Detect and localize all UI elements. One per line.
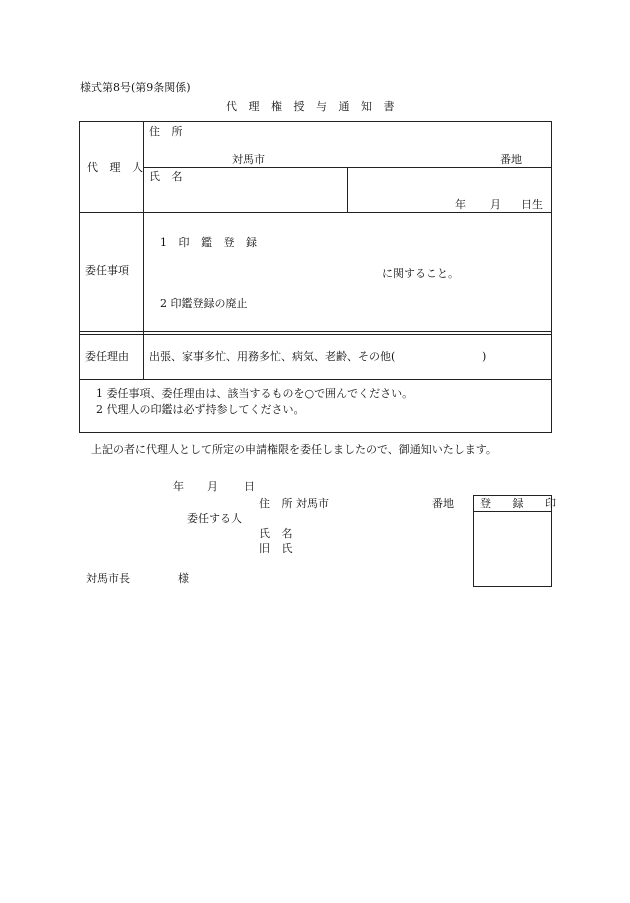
- delegator-banchi: 番地: [432, 497, 454, 510]
- date-tsuki: 月: [207, 480, 218, 493]
- agent-label: 代 理 人: [87, 161, 147, 174]
- agent-name-label: 氏 名: [149, 170, 187, 183]
- delegator-address-label: 住 所: [259, 497, 297, 510]
- matters-item-2: 2 印鑑登録の廃止: [160, 297, 248, 310]
- note-2: 2 代理人の印鑑は必ず持参してください。: [96, 403, 305, 416]
- date-nen: 年: [173, 480, 184, 493]
- form-number: 様式第8号(第9条関係): [80, 81, 191, 94]
- agent-banchi: 番地: [500, 153, 522, 166]
- agent-city: 対馬市: [232, 153, 265, 166]
- matters-item-1: 1 印 鑑 登 録: [160, 236, 261, 249]
- delegator-label: 委任する人: [187, 512, 242, 525]
- note-1: 1 委任事項、委任理由は、該当するものを○で囲んでください。: [96, 387, 414, 400]
- reason-close-paren: ): [482, 350, 487, 363]
- statement: 上記の者に代理人として所定の申請権限を委任しましたので、御通知いたします。: [91, 443, 497, 456]
- matters-connector: に関すること。: [382, 267, 459, 280]
- matters-label: 委任事項: [85, 264, 129, 277]
- document-title: 代 理 権 授 与 通 知 書: [226, 100, 399, 113]
- birth-nichisei: 日生: [521, 198, 543, 211]
- agent-address-label: 住 所: [149, 125, 187, 138]
- reason-options: 出張、家事多忙、用務多忙、病気、老齢、その他(: [149, 350, 396, 363]
- delegator-former-name-label: 旧 氏: [259, 542, 297, 555]
- addressee-sama: 様: [178, 572, 189, 585]
- reason-label: 委任理由: [85, 350, 129, 363]
- birth-nen: 年: [455, 198, 466, 211]
- date-hi: 日: [244, 480, 255, 493]
- seal-box-label: 登 録 印: [480, 497, 565, 510]
- birth-tsuki: 月: [490, 198, 501, 211]
- delegator-name-label: 氏 名: [259, 527, 297, 540]
- addressee: 対馬市長: [86, 572, 130, 585]
- delegator-city: 対馬市: [296, 497, 329, 510]
